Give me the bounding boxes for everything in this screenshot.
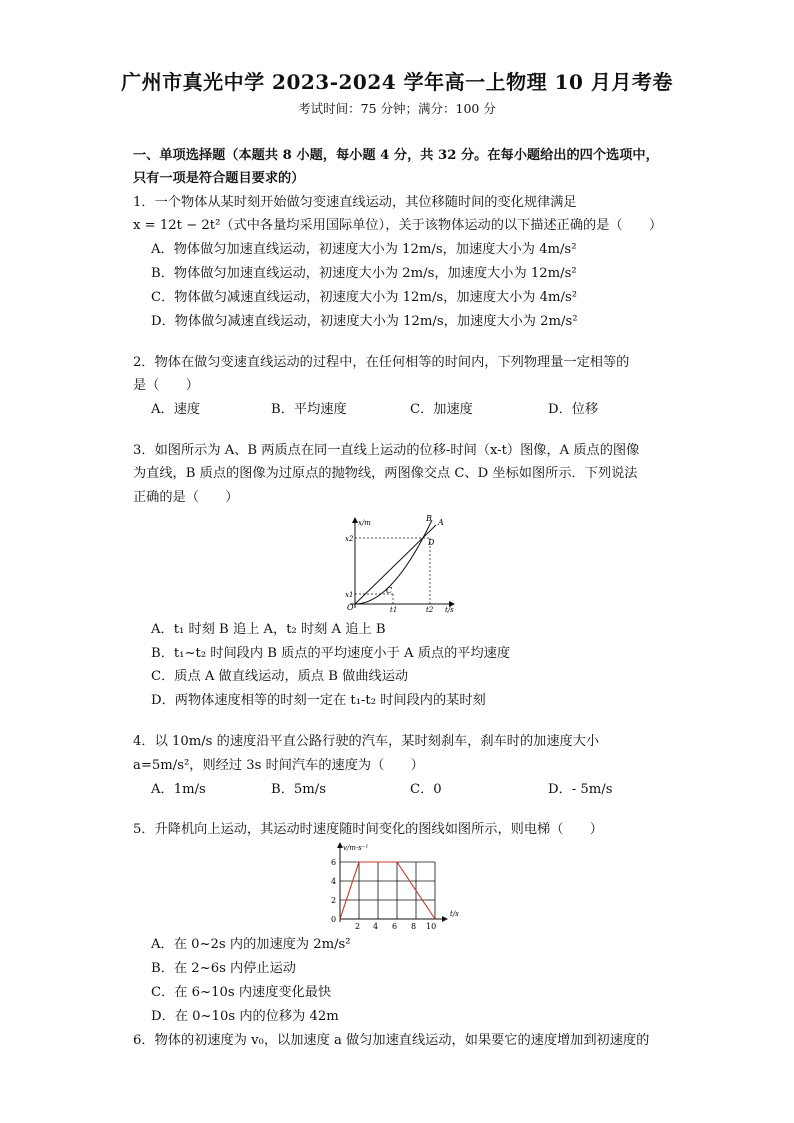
section1-heading-line2: 只有一项是符合题目要求的） [133,171,305,186]
q5-y-tick-2: 2 [331,896,337,905]
q3-x-axis-label: t/s [445,606,454,614]
q1-option-c: C．物体做匀减速直线运动，初速度大小为 12m/s，加速度大小为 4m/s² [151,290,578,305]
q2-option-c: C．加速度 [410,402,473,417]
q3-stem-line3: 正确的是（ ） [133,490,239,505]
q5-y-tick-6: 6 [331,858,337,867]
exam-subtitle: 考试时间：75 分钟；满分：100 分 [298,101,496,116]
q4-option-c: C．0 [410,782,442,797]
q5-y-tick-4: 4 [331,877,337,886]
q5-option-d: D．在 0~10s 内的位移为 42m [151,1009,339,1024]
q5-option-c: C．在 6~10s 内速度变化最快 [151,985,332,1000]
q3-origin-label: O [347,603,354,612]
q6-stem-line1: 6．物体的初速度为 v₀，以加速度 a 做匀加速直线运动，如果要它的速度增加到初速度的 [133,1033,650,1048]
q2-stem-line1: 2．物体在做匀变速直线运动的过程中，在任何相等的时间内，下列物理量一定相等的 [133,355,630,370]
q5-y-axis-label: v/m·s⁻¹ [343,844,369,852]
q5-x-axis-label: t/s [450,910,459,918]
exam-title: 广州市真光中学 2023-2024 学年高一上物理 10 月月考卷 [121,70,673,94]
q1-stem-line2: x = 12t − 2t²（式中各量均采用国际单位），关于该物体运动的以下描述正确的是（ ） [133,218,663,233]
q3-xt-graph [338,512,468,616]
q5-vt-graph [323,840,483,932]
q5-option-a: A．在 0~2s 内的加速度为 2m/s² [151,937,351,952]
q5-velocity-line [340,862,435,919]
q5-series [340,862,435,919]
q5-x-tick-2: 2 [355,922,361,931]
q1-stem-line1: 1．一个物体从某时刻开始做匀变速直线运动，其位移随时间的变化规律满足 [133,195,577,210]
q2-option-d: D．位移 [548,402,599,417]
q1-option-d: D．物体做匀减速直线运动，初速度大小为 12m/s，加速度大小为 2m/s² [151,314,578,329]
q5-x-tick-6: 6 [392,922,398,931]
q3-y-axis-label: x/m [358,519,371,527]
q2-stem-line2: 是（ ） [133,378,199,393]
q4-stem-line2: a=5m/s²，则经过 3s 时间汽车的速度为（ ） [133,758,424,773]
q3-stem-line2: 为直线，B 质点的图像为过原点的抛物线，两图像交点 C、D 坐标如图所示．下列说法 [133,466,638,481]
q1-option-b: B．物体做匀加速直线运动，初速度大小为 2m/s，加速度大小为 12m/s² [151,266,577,281]
q3-t2-label: t2 [426,606,434,614]
q5-x-tick-10: 10 [426,922,437,931]
q3-x2-label: x2 [345,535,354,543]
q4-option-b: B．5m/s [271,782,326,797]
q3-t1-label: t1 [390,606,398,614]
q3-option-d: D．两物体速度相等的时刻一定在 t₁-t₂ 时间段内的某时刻 [151,693,486,708]
q3-option-b: B．t₁~t₂ 时间段内 B 质点的平均速度小于 A 质点的平均速度 [151,646,511,661]
q2-option-a: A．速度 [151,402,201,417]
q5-grid [340,862,435,919]
q1-option-a: A．物体做匀加速直线运动，初速度大小为 12m/s，加速度大小为 4m/s² [151,242,577,257]
q3-x1-label: x1 [345,591,354,599]
q5-x-tick-8: 8 [411,922,417,931]
q3-curve-b-label: B [426,514,432,523]
q4-option-d: D．- 5m/s [548,782,613,797]
q3-option-a: A．t₁ 时刻 B 追上 A，t₂ 时刻 A 追上 B [151,622,386,637]
q2-option-b: B．平均速度 [271,402,347,417]
q5-option-b: B．在 2~6s 内停止运动 [151,961,296,976]
q3-point-d-label: D [428,538,435,547]
q3-point-c-label: C [386,586,393,595]
section1-heading-line1: 一、单项选择题（本题共 8 小题，每小题 4 分，共 32 分。在每小题给出的四个选项中， [133,148,659,163]
q3-curve-b [355,520,432,604]
q4-option-a: A．1m/s [151,782,206,797]
q4-stem-line1: 4．以 10m/s 的速度沿平直公路行驶的汽车，某时刻刹车，刹车时的加速度大小 [133,734,600,749]
q5-y-tick-0: 0 [331,915,337,924]
q5-x-tick-4: 4 [373,922,379,931]
q3-stem-line1: 3．如图所示为 A、B 两质点在同一直线上运动的位移-时间（x-t）图像，A 质点的图像 [133,443,640,458]
q5-stem-line1: 5．升降机向上运动，其运动时速度随时间变化的图线如图所示，则电梯（ ） [133,822,603,837]
q3-option-c: C．质点 A 做直线运动，质点 B 做曲线运动 [151,669,409,684]
q3-curve-a-label: A [438,518,444,527]
